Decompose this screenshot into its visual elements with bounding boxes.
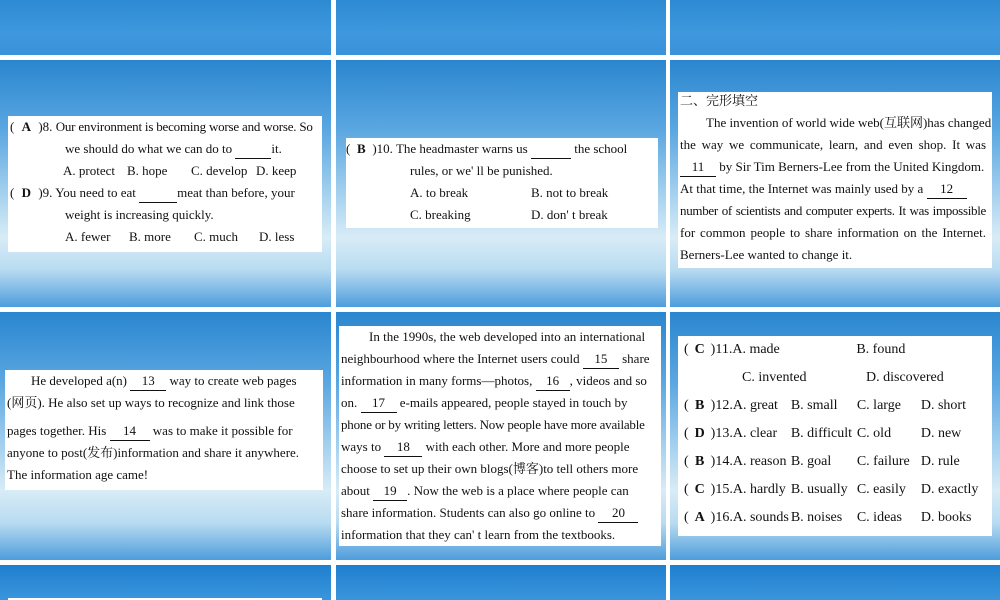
blank-12[interactable]: 12 <box>927 180 967 199</box>
slide-thumb-bottom-right[interactable] <box>670 565 1000 600</box>
para3-line6b: with each other. More and more people <box>425 439 630 454</box>
para3-panel <box>339 326 661 546</box>
a16-number: )16. <box>710 510 733 525</box>
q9-number: )9. <box>38 185 53 200</box>
q8-text-line2b: it. <box>271 141 282 156</box>
a14-answer: B <box>695 454 705 469</box>
para3-line6 <box>341 436 661 458</box>
answer-row-13 <box>684 420 992 448</box>
blank-13[interactable]: 13 <box>130 372 166 391</box>
para2-line5: The information age came! <box>7 467 149 482</box>
a12-paren: ( <box>684 398 689 413</box>
a15-option-b: B. usually <box>790 482 848 497</box>
answer-row-11b <box>742 364 992 392</box>
q9-option-a: A. fewer <box>65 229 111 244</box>
q8-blank[interactable] <box>235 140 271 159</box>
a14-option-b: B. goal <box>790 454 832 469</box>
para2-line1b: way to create web pages <box>169 373 297 388</box>
q9-option-d: D. less <box>259 229 295 244</box>
q8-paren: ( <box>10 119 15 134</box>
q9-text-line1a: You need to eat <box>55 185 136 200</box>
blank-14[interactable]: 14 <box>110 422 150 441</box>
a11-option-b: B. found <box>856 342 906 357</box>
cloze-heading: 二、完形填空 <box>680 94 759 109</box>
q10-option-a: A. to break <box>410 185 469 200</box>
para3-line2b: share <box>622 351 650 366</box>
blank-19[interactable]: 19 <box>373 482 407 501</box>
para3-line7: choose to set up their own blogs(博客)to tell others more <box>341 461 639 476</box>
q10-text-line2: rules, or we' ll be punished. <box>410 163 553 178</box>
q9-option-c: C. much <box>194 229 239 244</box>
q10-paren: ( <box>346 141 351 156</box>
para2-panel <box>5 370 323 490</box>
q9-text-line2: weight is increasing quickly. <box>65 207 214 222</box>
cloze-p1-line1: The invention of world wide web(互联网)has changed <box>706 115 992 130</box>
answer-row-14 <box>684 448 992 476</box>
para2-line3 <box>7 420 323 442</box>
slide-thumb-bottom-middle[interactable] <box>336 565 666 600</box>
cloze-p1-line7: Berners-Lee wanted to change it. <box>680 247 853 262</box>
a16-option-c: C. ideas <box>856 510 902 525</box>
slide-thumb-bottom-left[interactable] <box>0 565 331 600</box>
q8-answer: A <box>21 119 32 134</box>
answer-row-12 <box>684 392 992 420</box>
q8-line1 <box>10 116 322 138</box>
cloze-p1-line6: for common people to share information on the Internet. <box>680 225 986 240</box>
para2-line3a: pages together. His <box>7 423 107 438</box>
q10-number: )10. <box>372 141 393 156</box>
q10-line1 <box>346 138 658 160</box>
slide-thumb-top-right[interactable] <box>670 0 1000 55</box>
a14-option-d: D. rule <box>920 454 960 469</box>
answer-row-15 <box>684 476 992 504</box>
a13-answer: D <box>694 426 705 441</box>
para3-line8b: . Now the web is a place where people can <box>407 483 629 498</box>
blank-20[interactable]: 20 <box>598 504 638 523</box>
slide-thumb-answers[interactable] <box>670 312 1000 560</box>
q8-option-c: C. develop <box>191 163 248 178</box>
a13-number: )13. <box>710 426 733 441</box>
q10-blank[interactable] <box>531 140 571 159</box>
cloze-p1-line5: number of scientists and computer experts. It was impossible <box>680 203 986 218</box>
a12-number: )12. <box>710 398 733 413</box>
q8-text-line2a: we should do what we can do to <box>65 141 233 156</box>
q10-options-ab <box>410 182 658 204</box>
q8-number: )8. <box>38 119 53 134</box>
para2-line1a: He developed a(n) <box>31 373 128 388</box>
q10-option-b: B. not to break <box>531 185 609 200</box>
a11-answer: C <box>694 342 705 357</box>
para3-line1: In the 1990s, the web developed into an international <box>369 329 646 344</box>
para3-line10: information that they can' t learn from the textbooks. <box>341 527 616 542</box>
q9-blank[interactable] <box>139 184 177 203</box>
q9-line1 <box>10 182 322 204</box>
q8-text-line1: Our environment is becoming worse and worse. So <box>55 119 313 134</box>
a15-option-c: C. easily <box>856 482 906 497</box>
slide-thumb-para2[interactable] <box>0 312 331 560</box>
a16-paren: ( <box>684 510 689 525</box>
q8-line2 <box>65 138 322 160</box>
a13-option-c: C. old <box>856 426 892 441</box>
slide-thumb-q8-q9[interactable] <box>0 60 331 307</box>
q8-option-d: D. keep <box>256 163 297 178</box>
question-panel-q8-q9 <box>8 116 322 252</box>
a11-option-d: D. discovered <box>866 370 944 385</box>
a15-paren: ( <box>684 482 689 497</box>
q8-options <box>63 160 322 182</box>
a11-number: )11. <box>710 342 733 357</box>
para3-line3a: information in many forms—photos, <box>341 373 533 388</box>
blank-16[interactable]: 16 <box>536 372 570 391</box>
a13-option-b: B. difficult <box>790 426 853 441</box>
blank-15[interactable]: 15 <box>583 350 619 369</box>
blank-18[interactable]: 18 <box>384 438 422 457</box>
para3-line9 <box>341 502 661 524</box>
a11-option-a: A. made <box>732 342 780 357</box>
q8-option-a: A. protect <box>63 163 115 178</box>
a12-option-d: D. short <box>920 398 966 413</box>
blank-11[interactable]: 11 <box>680 158 716 177</box>
para3-line9a: share information. Students can also go online to <box>341 505 596 520</box>
q10-option-d: D. don' t break <box>531 207 608 222</box>
para3-line5: phone or by writing letters. Now people have more available <box>341 417 645 432</box>
cloze-p1-line4-text: At that time, the Internet was mainly used by a <box>680 181 924 196</box>
a13-option-a: A. clear <box>732 426 778 441</box>
para3-line4b: e-mails appeared, people stayed in touch by <box>399 395 628 410</box>
para2-line1 <box>31 370 323 392</box>
a15-option-a: A. hardly <box>732 482 786 497</box>
q9-option-b: B. more <box>129 229 171 244</box>
a15-answer: C <box>694 482 705 497</box>
a14-option-a: A. reason <box>732 454 787 469</box>
answer-row-16 <box>684 504 992 532</box>
a12-option-c: C. large <box>856 398 901 413</box>
slide-thumb-para3[interactable] <box>336 312 666 560</box>
q10-answer: B <box>357 141 366 156</box>
para2-line3b: was to make it possible for <box>152 423 293 438</box>
a14-number: )14. <box>710 454 733 469</box>
a14-option-c: C. failure <box>856 454 910 469</box>
a16-answer: A <box>694 510 705 525</box>
q10-options-cd <box>410 204 658 226</box>
q9-paren: ( <box>10 185 15 200</box>
para3-line3b: , videos and so <box>569 373 647 388</box>
para3-line2 <box>341 348 661 370</box>
slide-thumb-top-middle[interactable] <box>336 0 666 55</box>
a13-option-d: D. new <box>920 426 962 441</box>
a16-option-a: A. sounds <box>732 510 789 525</box>
q10-text-line1b: the school <box>574 141 628 156</box>
a14-paren: ( <box>684 454 689 469</box>
a16-option-b: B. noises <box>790 510 843 525</box>
q10-option-c: C. breaking <box>410 207 471 222</box>
question-panel-q10 <box>346 138 658 228</box>
q9-answer: D <box>21 185 32 200</box>
q9-text-line1b: meat than before, your <box>177 185 295 200</box>
a12-answer: B <box>695 398 705 413</box>
a11-option-c: C. invented <box>742 370 807 385</box>
blank-17[interactable]: 17 <box>361 394 397 413</box>
para3-line4 <box>341 392 661 414</box>
slide-thumb-top-left[interactable] <box>0 0 331 55</box>
para3-line2a: neighbourhood where the Internet users could <box>341 351 580 366</box>
slide-thumb-q10[interactable] <box>336 60 666 307</box>
cloze-p1-line3 <box>680 156 992 178</box>
slide-thumb-cloze-intro[interactable] <box>670 60 1000 307</box>
answers-panel <box>678 336 992 536</box>
para3-line6a: ways to <box>341 439 382 454</box>
q8-option-b: B. hope <box>127 163 168 178</box>
cloze-p1-line2: the way we communicate, learn, and even shop. It was <box>680 137 986 152</box>
para3-line3 <box>341 370 661 392</box>
cloze-p1-line4 <box>680 178 992 200</box>
para3-line4a: on. <box>341 395 358 410</box>
a11-paren: ( <box>684 342 689 357</box>
a12-option-b: B. small <box>790 398 838 413</box>
answer-row-11a <box>684 336 992 364</box>
a16-option-d: D. books <box>920 510 972 525</box>
a15-number: )15. <box>710 482 733 497</box>
a13-paren: ( <box>684 426 689 441</box>
q10-text-line1a: The headmaster warns us <box>395 141 528 156</box>
cloze-p1-line3-text: by Sir Tim Berners-Lee from the United Kingdom. <box>719 159 985 174</box>
para3-line8 <box>341 480 661 502</box>
cloze-panel <box>678 92 992 268</box>
a15-option-d: D. exactly <box>920 482 979 497</box>
q9-line2 <box>65 204 322 226</box>
para2-line2: (网页). He also set up ways to recognize and link those <box>7 395 295 410</box>
para2-line4: anyone to post(发布)information and share it anywhere. <box>7 445 300 460</box>
q9-options <box>65 226 322 248</box>
a12-option-a: A. great <box>732 398 778 413</box>
q10-line2 <box>410 160 658 182</box>
para3-line8a: about <box>341 483 370 498</box>
